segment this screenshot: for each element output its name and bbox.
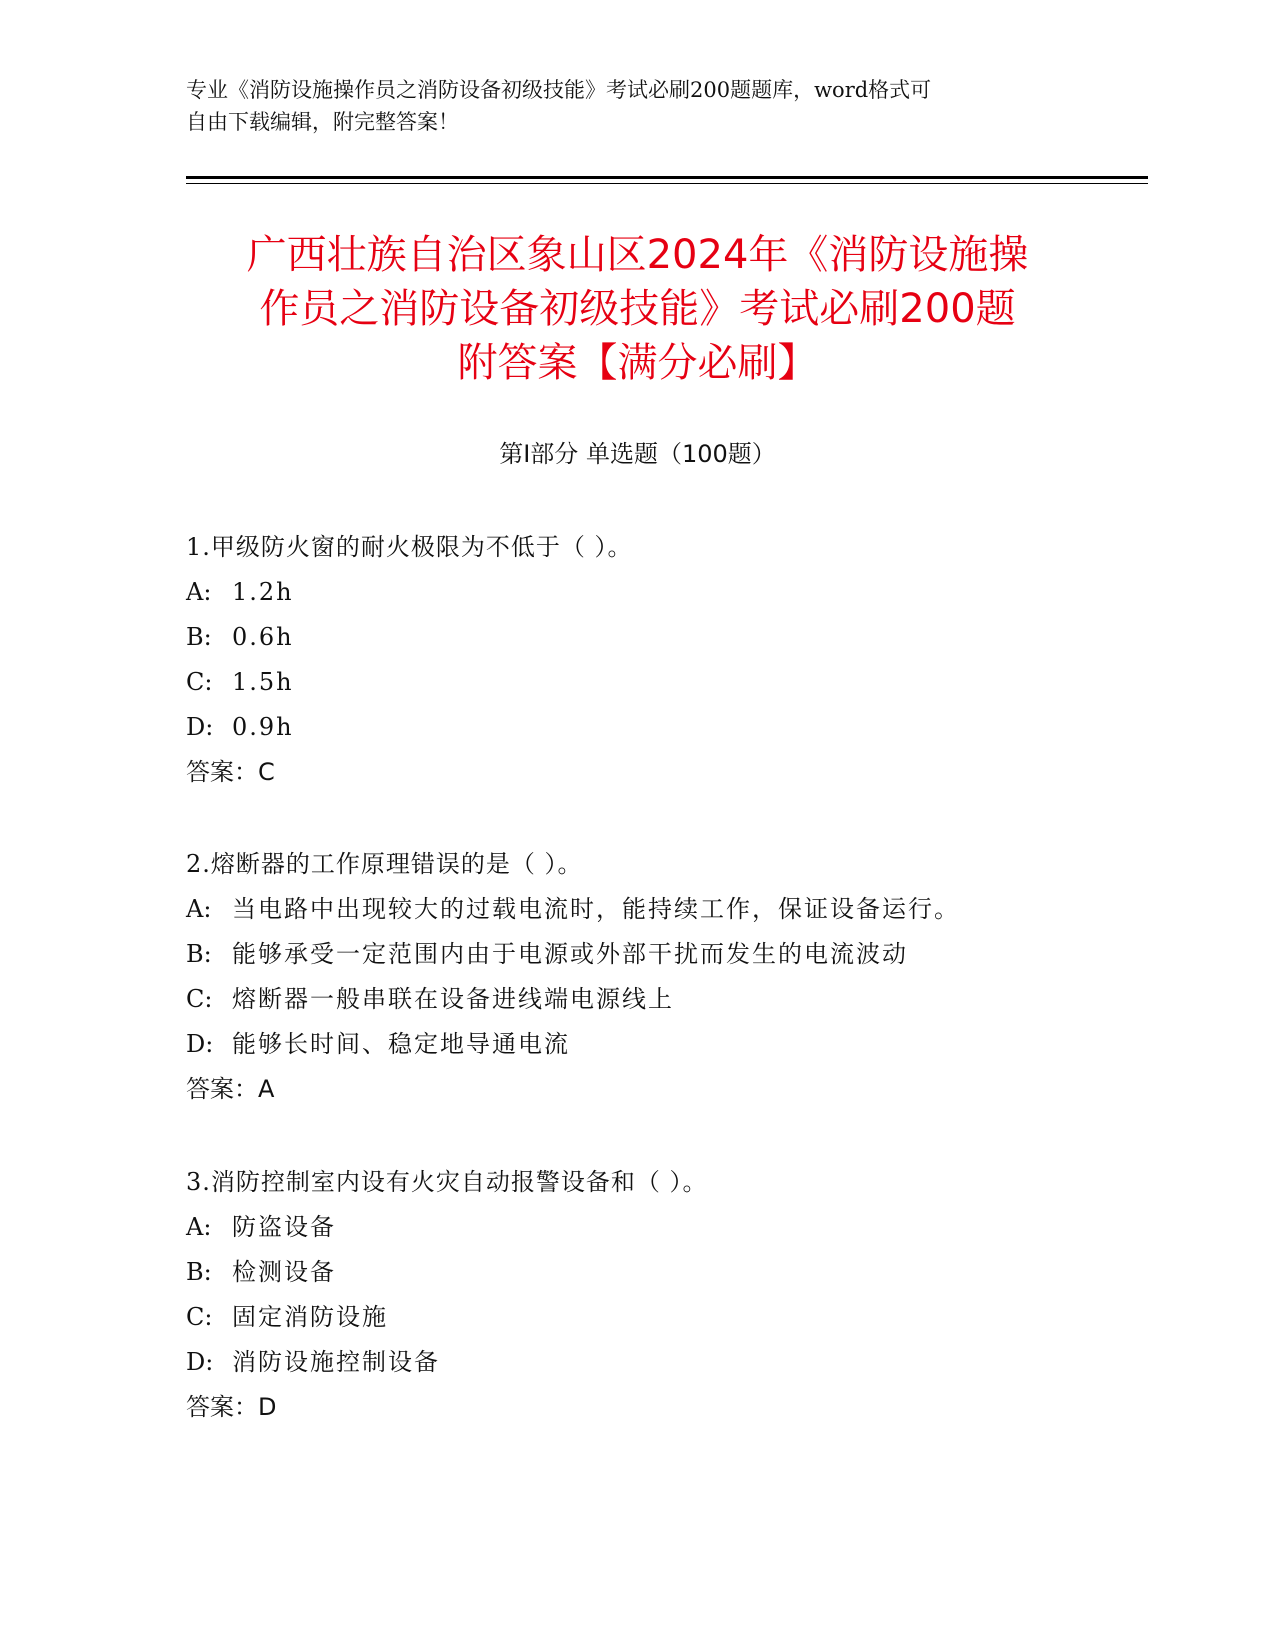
question-stem: 1.甲级防火窗的耐火极限为不低于（ ）。 — [186, 533, 633, 561]
option-c — [186, 977, 1146, 1022]
option-letter: A: — [186, 578, 212, 606]
option-d — [186, 1340, 1146, 1385]
section-heading: 第Ⅰ部分 单选题（100题） — [499, 440, 776, 468]
question-2 — [186, 842, 1146, 1112]
option-c — [186, 660, 1146, 705]
option-letter: C: — [186, 1303, 213, 1331]
answer-line: 答案：A — [186, 1075, 275, 1103]
option-text: 0.9h — [232, 713, 294, 741]
answer-line: 答案：D — [186, 1393, 277, 1421]
option-text: 固定消防设施 — [232, 1303, 388, 1331]
question-stem: 3.消防控制室内设有火灾自动报警设备和（ ）。 — [186, 1168, 708, 1196]
option-text: 1.2h — [232, 578, 294, 606]
option-text: 0.6h — [232, 623, 294, 651]
question-3 — [186, 1160, 1146, 1430]
option-letter: A: — [186, 895, 212, 923]
question-1 — [186, 525, 1146, 795]
answer-line: 答案：C — [186, 758, 275, 786]
header-note-line: 专业《消防设施操作员之消防设备初级技能》考试必刷200题题库，word格式可 — [186, 78, 932, 102]
option-d — [186, 705, 1146, 750]
title-line: 附答案【满分必刷】 — [457, 340, 818, 386]
document-title — [140, 228, 1135, 390]
title-line: 作员之消防设备初级技能》考试必刷200题 — [259, 286, 1016, 332]
header-divider-thick — [186, 176, 1148, 179]
option-letter: C: — [186, 985, 213, 1013]
option-text: 能够承受一定范围内由于电源或外部干扰而发生的电流波动 — [232, 940, 908, 968]
option-text: 当电路中出现较大的过载电流时，能持续工作，保证设备运行。 — [232, 895, 960, 923]
option-letter: D: — [186, 1030, 214, 1058]
option-letter: B: — [186, 623, 212, 651]
option-text: 检测设备 — [232, 1258, 336, 1286]
option-letter: B: — [186, 940, 212, 968]
header-note-line: 自由下载编辑，附完整答案！ — [186, 110, 459, 134]
option-c — [186, 1295, 1146, 1340]
header-note — [186, 74, 1066, 138]
option-letter: A: — [186, 1213, 212, 1241]
option-a — [186, 570, 1146, 615]
question-stem: 2.熔断器的工作原理错误的是（ ）。 — [186, 850, 583, 878]
option-text: 能够长时间、稳定地导通电流 — [232, 1030, 570, 1058]
option-b — [186, 1250, 1146, 1295]
option-letter: D: — [186, 713, 214, 741]
option-b — [186, 932, 1146, 977]
option-a — [186, 887, 1146, 932]
option-b — [186, 615, 1146, 660]
option-letter: D: — [186, 1348, 214, 1376]
option-text: 1.5h — [232, 668, 294, 696]
header-divider-thin — [186, 183, 1148, 184]
option-text: 消防设施控制设备 — [232, 1348, 440, 1376]
option-a — [186, 1205, 1146, 1250]
option-letter: C: — [186, 668, 213, 696]
title-line: 广西壮族自治区象山区2024年《消防设施操 — [246, 232, 1029, 278]
option-text: 防盗设备 — [232, 1213, 336, 1241]
option-text: 熔断器一般串联在设备进线端电源线上 — [232, 985, 674, 1013]
option-d — [186, 1022, 1146, 1067]
option-letter: B: — [186, 1258, 212, 1286]
